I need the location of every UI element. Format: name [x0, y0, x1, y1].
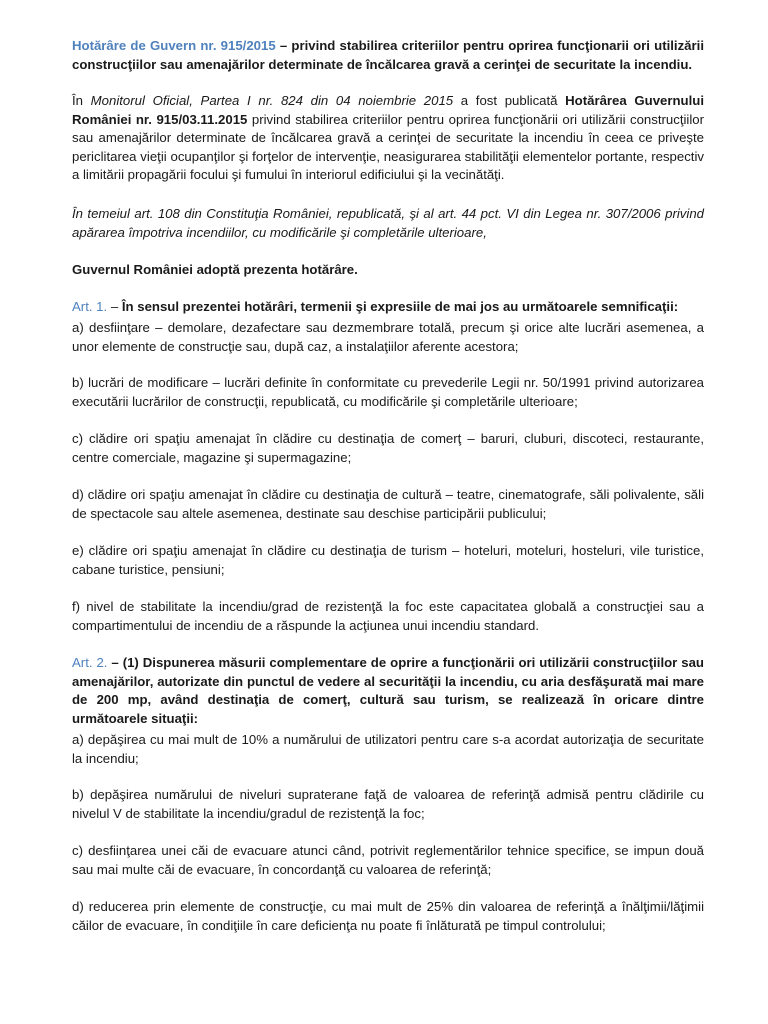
- article-1-item-e: e) clădire ori spaţiu amenajat în clădire cu destinaţia de turism – hoteluri, moteluri, hosteluri, vile turistice, cabane turistice, pensiuni;: [72, 543, 704, 577]
- article-1-item-f: f) nivel de stabilitate la incendiu/grad de rezistenţă la foc este capacitatea globală a construcţiei sau a compartimentului de incendiu de a răspunde la acţiunea unui incendiu standard.: [72, 599, 704, 633]
- article-2-item-c: c) desfiinţarea unei căi de evacuare atunci când, potrivit reglementărilor tehnice specifice, se impun două sau mai multe căi de evacuare, în concordanţă cu valoarea de referinţă;: [72, 843, 704, 877]
- article-1-item-d: d) clădire ori spaţiu amenajat în clădire cu destinaţia de cultură – teatre, cinematografe, săli polivalente, săli de spectacole sau altele asemenea, destinate sau deschise participării publicului;: [72, 487, 704, 521]
- adoption-statement: Guvernul României adoptă prezenta hotărâre.: [72, 262, 358, 277]
- article-2-item-d: d) reducerea prin elemente de construcţie, cu mai mult de 25% din valoarea de referinţă a înălţimii/lăţimii căilor de evacuare, în condiţiile în care deficienţa nu poate fi înlăturată pe timpul controlului;: [72, 899, 704, 933]
- article-1-item-c: c) clădire ori spaţiu amenajat în clădire cu destinaţia de comerţ – baruri, cluburi, discoteci, restaurante, centre comerciale, magazine şi supermagazine;: [72, 431, 704, 465]
- publication-act: Hotărârea Guvernului României nr. 915/03.11.2015: [72, 93, 704, 127]
- document-header: [72, 37, 704, 74]
- article-1-item-a: a) desfiinţare – demolare, dezafectare sau dezmembrare totală, precum şi orice alte lucrări asemenea, a unor elemente de construcţie sau, după caz, a instalaţiilor aferente acestora;: [72, 320, 704, 354]
- decision-reference: Hotărâre de Guvern nr. 915/2015: [72, 38, 276, 53]
- article-1-title: În sensul prezentei hotărâri, termenii şi expresiile de mai jos au următoarele semnificaţii:: [121, 299, 679, 314]
- article-1-item-b: b) lucrări de modificare – lucrări definite în conformitate cu prevederile Legii nr. 50/1991 privind autorizarea executării lucrărilor de construcţii, republicată, cu modificările şi completările ulterioare;: [72, 375, 704, 409]
- header-dash: –: [275, 38, 292, 53]
- publication-paragraph: [72, 92, 704, 185]
- publication-rest: privind stabilirea criteriilor pentru oprirea funcţionării ori utilizării construcţiilor sau amenajărilor determinate de încălcarea gravă a cerinţei de securitate la incendiu în ceea ce priveşte periclitarea vieţii ocupanţilor şi forţelor de intervenţie, neasigurarea stabilităţii elementelor portante, respectiv a limitării propagării focului şi fumului în interiorul edificiului şi la vecinătăţi.: [72, 111, 705, 182]
- article-1-label: Art. 1.: [72, 299, 108, 314]
- article-2-title: (1) Dispunerea măsurii complementare de oprire a funcţionării ori utilizării construcţiilor sau amenajărilor, autorizate din punctul de vedere al securităţii la incendiu, cu aria desfăşurată mai mare de 200 mp, având destinaţia de comerţ, cultură sau turism, se realizează în oricare dintre următoarele situaţii:: [72, 655, 704, 726]
- publication-source: Monitorul Oficial, Partea I nr. 824 din 04 noiembrie 2015: [90, 93, 454, 108]
- article-2-heading: [72, 654, 704, 728]
- article-1-dash: –: [107, 299, 122, 314]
- legal-basis: În temeiul art. 108 din Constituţia României, republicată, şi al art. 44 pct. VI din Legea nr. 307/2006 privind apărarea împotriva incendiilor, cu modificările şi completările ulterioare,: [72, 206, 704, 240]
- article-1-heading: [72, 298, 704, 317]
- article-2-item-b: b) depăşirea numărului de niveluri supraterane faţă de valoarea de referinţă admisă pentru clădirile cu nivelul V de stabilitate la incendiu/gradul de rezistenţă la foc;: [72, 787, 704, 821]
- article-2-item-a: a) depăşirea cu mai mult de 10% a numărului de utilizatori pentru care s-a acordat autorizaţia de securitate la incendiu;: [72, 732, 704, 766]
- decision-title: privind stabilirea criteriilor pentru oprirea funcţionarii ori utilizării construcţiilor sau amenajărilor determinate de încălcarea gravă a cerinţei de securitate la incendiu.: [72, 38, 704, 72]
- article-2-label: Art. 2.: [72, 655, 108, 670]
- publication-middle: a fost publicată: [453, 93, 566, 108]
- publication-prefix: În: [72, 93, 91, 108]
- article-2-dash: –: [107, 655, 123, 670]
